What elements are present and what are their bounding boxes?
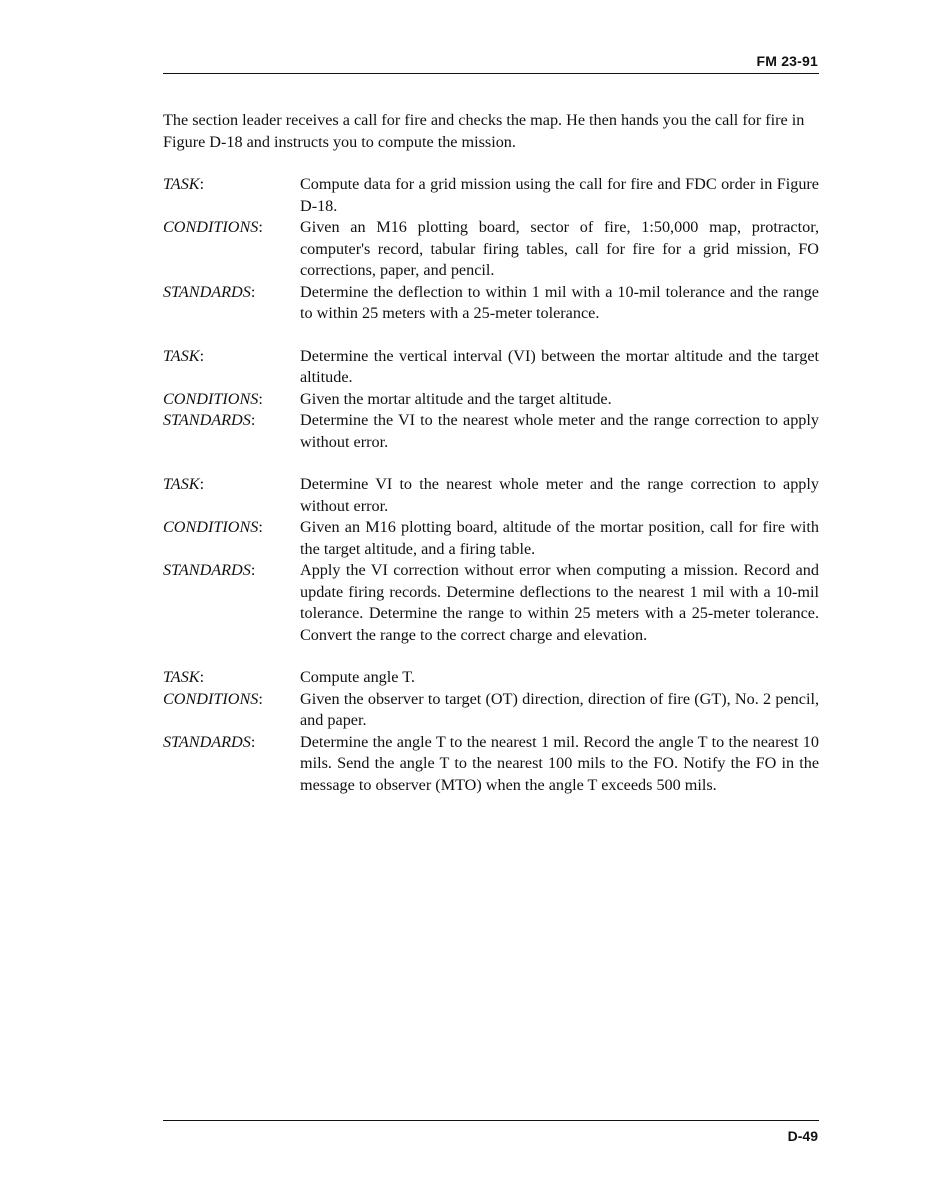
task-label: TASK [163,175,200,193]
standards-text: Determine the angle T to the nearest 1 mil. Record the angle T to the nearest 10 mils. Send the angle T to the nearest 100 mils to the FO. Notify the FO in the message to observer (MTO) when the angle T exceeds 500 mils. [300,732,819,794]
task-block-1 [163,174,819,325]
task-text: Determine the vertical interval (VI) between the mortar altitude and the target altitude. [300,346,819,386]
task-text: Determine VI to the nearest whole meter and the range correction to apply without error. [300,475,819,515]
conditions-text: Given the mortar altitude and the target altitude. [300,389,612,408]
conditions-row [163,389,819,411]
header-rule [163,73,819,74]
term-label: TASK: [163,475,205,493]
conditions-row [163,689,819,732]
term-label: STANDARDS: [163,561,256,579]
conditions-text: Given the observer to target (OT) direction, direction of fire (GT), No. 2 pencil, and paper. [300,689,819,729]
running-header: FM 23-91 [756,53,818,69]
task-row [163,174,819,217]
standards-row [163,732,819,797]
conditions-row [163,517,819,560]
term-label: STANDARDS: [163,411,256,429]
term-label: TASK: [163,175,205,193]
task-block-2 [163,346,819,454]
conditions-label: CONDITIONS [163,518,259,536]
task-row [163,346,819,389]
task-block-3 [163,474,819,646]
standards-label: STANDARDS [163,732,251,751]
term-label: STANDARDS: [163,282,256,301]
standards-label: STANDARDS [163,282,251,301]
task-label: TASK [163,346,200,365]
task-block-4 [163,667,819,796]
standards-text: Apply the VI correction without error when computing a mission. Record and update firing records. Determine deflections to the nearest 1 mil with a 10-mil tolerance. Determine the range to within 25 meters with a 25-meter tolerance. Convert the range to the correct charge and elevation. [300,561,819,644]
intro-paragraph: The section leader receives a call for fire and checks the map. He then hands you the call for fire in Figure D-18 and instructs you to compute the mission. [163,111,805,151]
conditions-row [163,217,819,282]
term-label: TASK: [163,346,205,365]
conditions-label: CONDITIONS [163,218,259,236]
term-label: CONDITIONS: [163,218,263,236]
standards-row [163,282,819,325]
term-label: CONDITIONS: [163,389,263,408]
term-label: TASK: [163,668,205,686]
page-number: D-49 [787,1128,818,1144]
footer-rule [163,1120,819,1121]
conditions-label: CONDITIONS [163,389,259,408]
term-label: CONDITIONS: [163,518,263,536]
conditions-label: CONDITIONS [163,689,259,708]
conditions-text: Given an M16 plotting board, altitude of the mortar position, call for fire with the target altitude, and a firing table. [300,518,819,558]
task-label: TASK [163,475,200,493]
standards-row [163,560,819,646]
standards-label: STANDARDS [163,411,251,429]
task-text: Compute angle T. [300,668,415,686]
term-label: CONDITIONS: [163,689,263,708]
standards-text: Determine the deflection to within 1 mil with a 10-mil tolerance and the range to within 25 meters with a 25-meter tolerance. [300,282,819,322]
task-label: TASK [163,668,200,686]
task-row [163,474,819,517]
standards-text: Determine the VI to the nearest whole meter and the range correction to apply without error. [300,411,819,451]
standards-label: STANDARDS [163,561,251,579]
task-row [163,667,819,689]
term-label: STANDARDS: [163,732,256,751]
task-text: Compute data for a grid mission using the call for fire and FDC order in Figure D-18. [300,175,819,215]
page-body [163,110,819,817]
conditions-text: Given an M16 plotting board, sector of fire, 1:50,000 map, protractor, computer's record, tabular firing tables, call for fire for a grid mission, FO corrections, paper, and pencil. [300,218,819,279]
standards-row [163,410,819,453]
